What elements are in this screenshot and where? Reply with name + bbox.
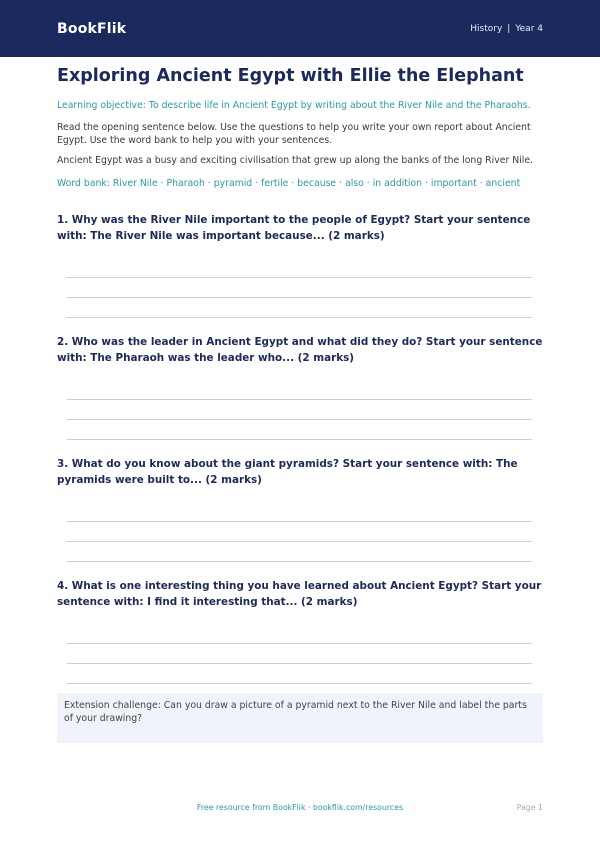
worksheet-body [0,66,600,190]
answer-line [67,541,532,542]
answer-line [67,439,532,440]
opening-sentence: Ancient Egypt was a busy and exciting civilisation that grew up along the banks of the long River Nile. [57,155,534,166]
answer-line [67,277,532,278]
meta-separator: | [507,23,511,34]
footer-credit: Free resource from BookFlik · bookflik.com/resources [196,803,404,812]
question-3: 3. What do you know about the giant pyramids? Start your sentence with: The pyramids were built to... (2 marks) [57,458,518,486]
brand-logo: BookFlik [57,20,127,37]
header-meta [470,24,543,34]
page-footer [0,803,600,812]
question-4: 4. What is one interesting thing you have learned about Ancient Egypt? Start your sentence with: I find it interesting that... (2 marks) [57,580,542,608]
year-label: Year 4 [515,23,543,34]
answer-line [67,419,532,420]
answer-area-2[interactable] [57,392,537,442]
answer-area-3[interactable] [57,514,537,564]
answer-line [67,643,532,644]
answer-line [67,561,532,562]
answer-area-4[interactable] [57,636,537,686]
answer-line [67,683,532,684]
instructions: Read the opening sentence below. Use the questions to help you write your own report about Ancient Egypt. Use the word bank to help you with your sentences. [57,122,531,146]
question-1: 1. Why was the River Nile important to the people of Egypt? Start your sentence with: The River Nile was important because... (2 marks) [57,214,531,242]
page-header [0,0,600,57]
extension-challenge: Extension challenge: Can you draw a picture of a pyramid next to the River Nile and label the parts of your drawing? [57,693,543,743]
subject-label: History [470,23,503,34]
learning-objective: Learning objective: To describe life in Ancient Egypt by writing about the River Nile and the Pharaohs. [57,100,531,111]
answer-line [67,399,532,400]
question-2: 2. Who was the leader in Ancient Egypt and what did they do? Start your sentence with: The Pharaoh was the leader who... (2 marks) [57,336,543,364]
word-bank: Word bank: River Nile · Pharaoh · pyramid · fertile · because · also · in addition · important · ancient [57,177,521,189]
answer-line [67,663,532,664]
answer-line [67,521,532,522]
page-title: Exploring Ancient Egypt with Ellie the Elephant [57,66,524,86]
page-number: Page 1 [516,803,543,812]
answer-area-1[interactable] [57,270,537,320]
answer-line [67,317,532,318]
answer-line [67,297,532,298]
